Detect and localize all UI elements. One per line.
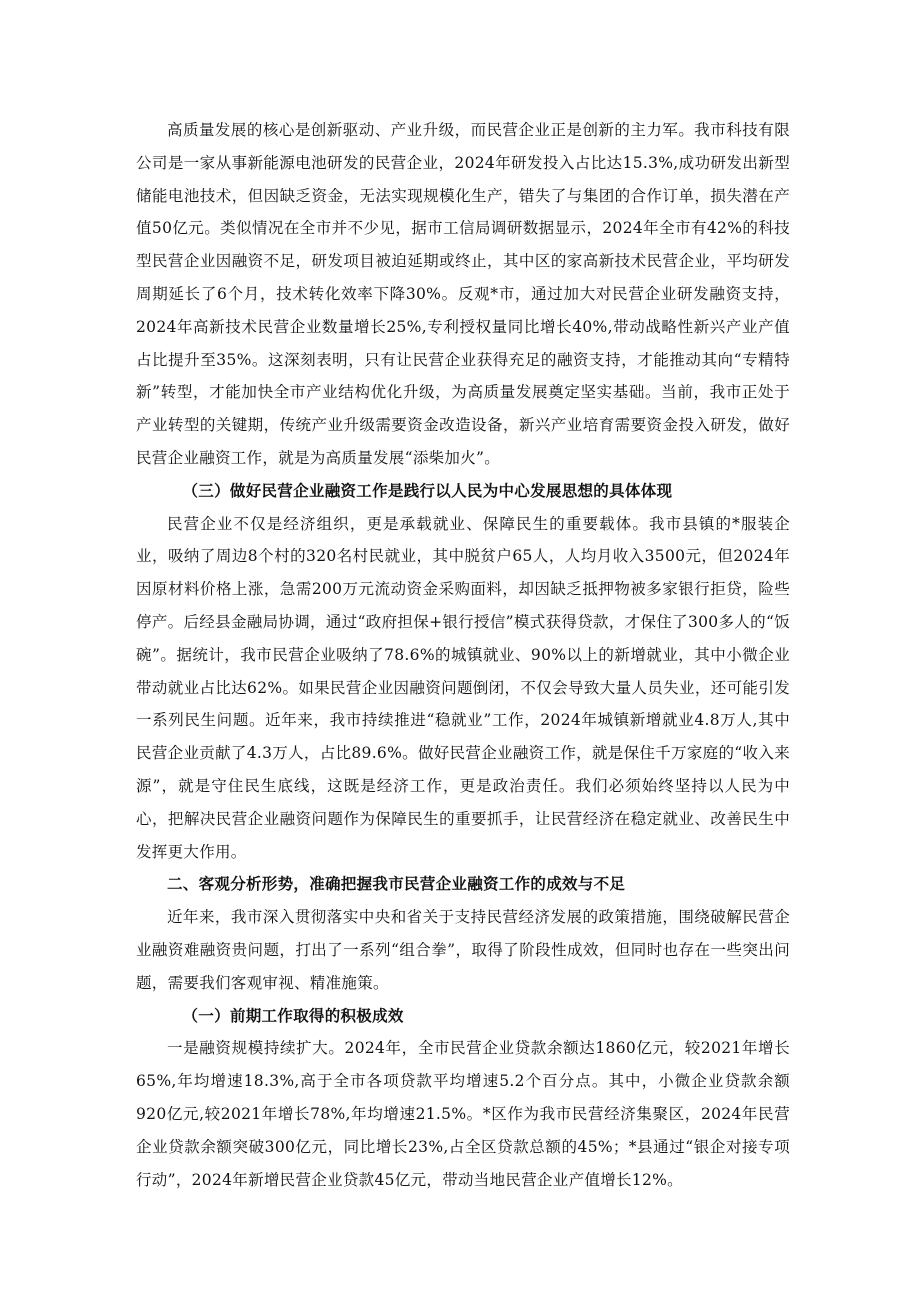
document-body xyxy=(136,114,790,1196)
paragraph-innovation: 高质量发展的核心是创新驱动、产业升级，而民营企业正是创新的主力军。我市科技有限公司是一家从事新能源电池研发的民营企业，2024年研发投入占比达15.3%,成功研发出新型储能电池技术，但因缺乏资金，无法实现规模化生产，错失了与集团的合作订单，损失潜在产值50亿元。类似情况在全市并不少见，据市工信局调研数据显示，2024年全市有42%的科技型民营企业因融资不足，研发项目被迫延期或终止，其中区的家高新技术民营企业，平均研发周期延长了6个月，技术转化效率下降30%。反观*市，通过加大对民营企业研发融资支持，2024年高新技术民营企业数量增长25%,专利授权量同比增长40%,带动战略性新兴产业产值占比提升至35%。这深刻表明，只有让民营企业获得充足的融资支持，才能推动其向“专精特新”转型，才能加快全市产业结构优化升级，为高质量发展奠定坚实基础。当前，我市正处于产业转型的关键期，传统产业升级需要资金改造设备，新兴产业培育需要资金投入研发，做好民营企业融资工作，就是为高质量发展“添柴加火”。 xyxy=(136,121,790,467)
paragraph-overview: 近年来，我市深入贯彻落实中央和省关于支持民营经济发展的政策措施，围绕破解民营企业融资难融资贵问题，打出了一系列“组合拳”，取得了阶段性成效，但同时也存在一些突出问题，需要我们客观审视、精准施策。 xyxy=(136,908,790,992)
paragraph-financing-scale: 一是融资规模持续扩大。2024年，全市民营企业贷款余额达1860亿元，较2021年增长65%,年均增速18.3%,高于全市各项贷款平均增速5.2个百分点。其中，小微企业贷款余额920亿元,较2021年增长78%,年均增速21.5%。*区作为我市民营经济集聚区，2024年民营企业贷款余额突破300亿元，同比增长23%,占全区贷款总额的45%；*县通过“银企对接专项行动”，2024年新增民营企业贷款45亿元，带动当地民营企业产值增长12%。 xyxy=(136,1039,790,1189)
paragraph-livelihood: 民营企业不仅是经济组织，更是承载就业、保障民生的重要载体。我市县镇的*服装企业，吸纳了周边8个村的320名村民就业，其中脱贫户65人，人均月收入3500元，但2024年因原材料价格上涨，急需200万元流动资金采购面料，却因缺乏抵押物被多家银行拒贷，险些停产。后经县金融局协调，通过“政府担保+银行授信”模式获得贷款，才保住了300多人的“饭碗”。据统计，我市民营企业吸纳了78.6%的城镇就业、90%以上的新增就业，其中小微企业带动就业占比达62%。如果民营企业因融资问题倒闭，不仅会导致大量人员失业，还可能引发一系列民生问题。近年来，我市持续推进“稳就业”工作，2024年城镇新增就业4.8万人,其中民营企业贡献了4.3万人，占比89.6%。做好民营企业融资工作，就是保住千万家庭的“收入来源”，就是守住民生底线，这既是经济工作，更是政治责任。我们必须始终坚持以人民为中心，把解决民营企业融资问题作为保障民生的重要抓手，让民营经济在稳定就业、改善民生中发挥更大作用。 xyxy=(136,514,790,861)
section-heading-1: （一）前期工作取得的积极成效 xyxy=(182,1006,404,1025)
section-heading-3: （三）做好民营企业融资工作是践行以人民为中心发展思想的具体体现 xyxy=(182,481,673,500)
chapter-heading-2: 二、客观分析形势，准确把握我市民营企业融资工作的成效与不足 xyxy=(167,875,626,894)
